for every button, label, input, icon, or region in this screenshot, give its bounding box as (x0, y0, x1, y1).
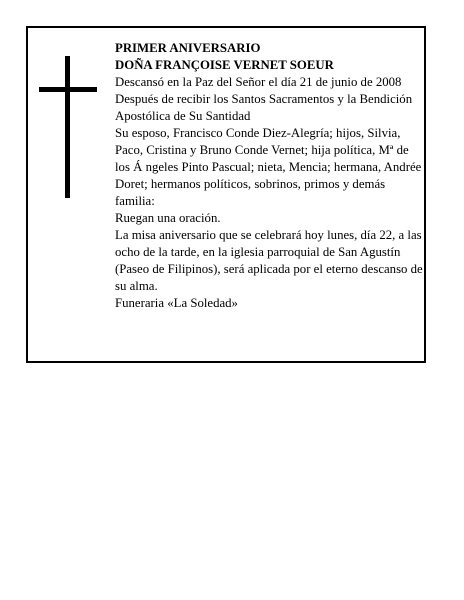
obituary-notice (26, 26, 426, 363)
sacraments-paragraph: Después de recibir los Santos Sacramentos y la Bendición Apostólica de Su Santidad (115, 92, 413, 123)
mass-details-paragraph: La misa aniversario que se celebrará hoy lunes, día 22, a las ocho de la tarde, en la iglesia parroquial de San Agustín (Paseo de Filipinos), será aplicada por el eterno descanso de su alma. (115, 228, 423, 293)
deceased-name: DOÑA FRANÇOISE VERNET SOEUR (115, 58, 334, 72)
notice-heading: PRIMER ANIVERSARIO (115, 41, 261, 55)
notice-text-block (115, 40, 425, 312)
cross-horizontal-bar (39, 87, 97, 92)
cross-vertical-bar (65, 56, 70, 198)
prayer-request: Ruegan una oración. (115, 211, 221, 225)
death-date-paragraph: Descansó en la Paz del Señor el día 21 de junio de 2008 (115, 75, 402, 89)
latin-cross-icon (39, 56, 97, 198)
funeral-home: Funeraria «La Soledad» (115, 296, 238, 310)
family-paragraph: Su esposo, Francisco Conde Diez-Alegría; hijos, Silvia, Paco, Cristina y Bruno Conde Vernet; hija política, Mª de los Á ngeles Pinto Pascual; nieta, Mencia; hermana, Andrée Doret; hermanos políticos, sobrinos, primos y demás familia: (115, 126, 422, 208)
